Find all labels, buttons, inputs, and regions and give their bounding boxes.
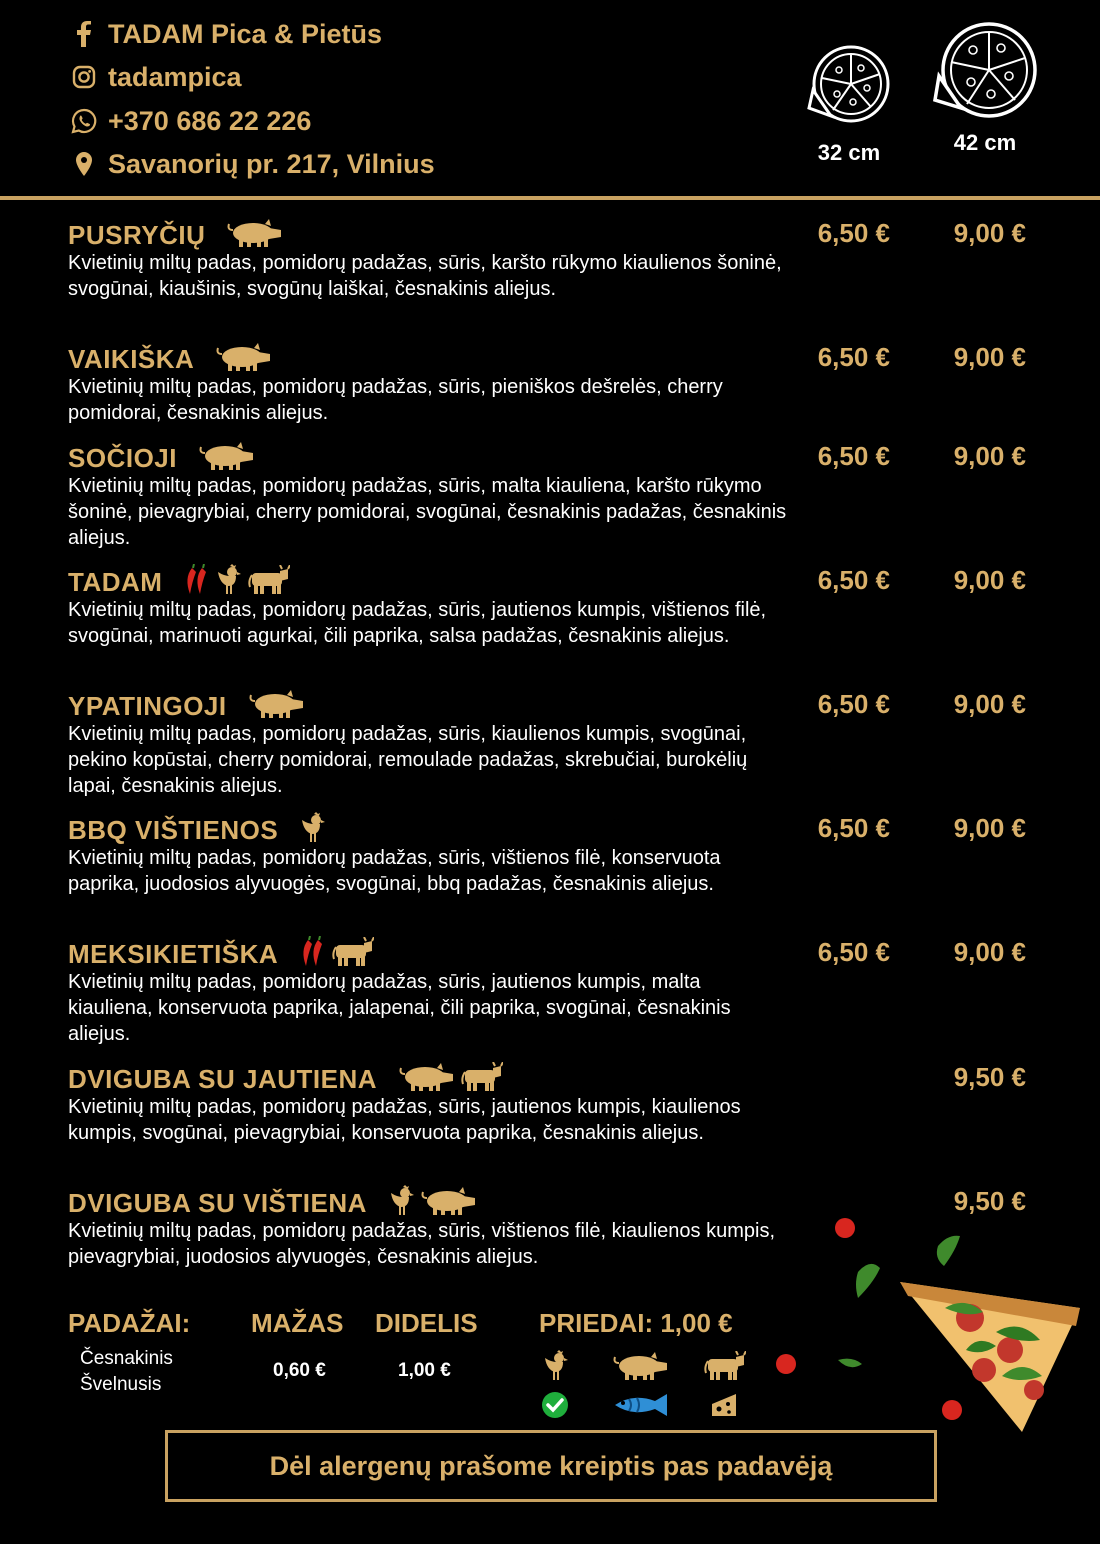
pizza-large-icon xyxy=(931,20,1039,120)
item-icons xyxy=(216,342,272,377)
item-name: DVIGUBA SU VIŠTIENA xyxy=(68,1187,367,1218)
item-name-row xyxy=(68,689,1048,723)
allergen-notice xyxy=(165,1430,937,1502)
instagram-contact[interactable] xyxy=(70,59,242,95)
item-icons xyxy=(389,1185,477,1222)
pig-icon xyxy=(199,441,255,476)
pizza-slice-decoration xyxy=(770,1200,1100,1460)
menu-item xyxy=(68,937,1048,1047)
price-32cm: 6,50 € xyxy=(817,813,890,843)
price-42cm: 9,00 € xyxy=(953,937,1026,967)
sauce-small-price: 0,60 € xyxy=(273,1360,326,1381)
cow-icon xyxy=(461,1062,503,1097)
item-name-row xyxy=(68,937,1048,971)
item-name-row xyxy=(68,342,1048,376)
pig-icon xyxy=(399,1062,455,1097)
price-32cm: 6,50 € xyxy=(817,689,890,719)
item-icons xyxy=(300,812,326,849)
item-name-row xyxy=(68,218,1048,252)
instagram-icon xyxy=(70,63,98,91)
sauces-section xyxy=(68,1308,828,1418)
pizza-small-icon xyxy=(807,44,891,128)
whatsapp-icon xyxy=(70,107,98,135)
price-42cm: 9,00 € xyxy=(953,565,1026,595)
facebook-contact[interactable] xyxy=(70,16,382,52)
size-small-column xyxy=(789,18,909,166)
addons-heading: PRIEDAI: 1,00 € xyxy=(539,1308,733,1338)
location-pin-icon xyxy=(70,150,98,178)
price-42cm: 9,00 € xyxy=(953,689,1026,719)
address-text: Savanorių pr. 217, Vilnius xyxy=(108,148,435,179)
size-large-label: 42 cm xyxy=(953,130,1017,155)
item-icons xyxy=(249,689,305,724)
chili-icon xyxy=(300,936,326,973)
sauces-heading: PADAŽAI: xyxy=(68,1308,191,1338)
item-name-row xyxy=(68,1062,1048,1096)
price-42cm: 9,50 € xyxy=(953,1186,1026,1216)
leaf-icon xyxy=(856,1264,880,1298)
sauce-large-heading: DIDELIS xyxy=(375,1308,478,1338)
chicken-icon xyxy=(389,1185,415,1222)
price-32cm: 6,50 € xyxy=(817,218,890,248)
item-description: Kvietinių miltų padas, pomidorų padažas, sūris, jautienos kumpis, kiaulienos kumpis, svogūnai, pievagrybiai, konservuota paprika, česnakinis aliejus. xyxy=(68,1096,741,1144)
tomato-icon xyxy=(776,1354,796,1374)
allergen-text: Dėl alergenų prašome kreiptis pas padavėją xyxy=(269,1450,833,1481)
menu-item xyxy=(68,342,1048,426)
menu-item xyxy=(68,813,1048,897)
pig-icon xyxy=(249,689,305,724)
item-description: Kvietinių miltų padas, pomidorų padažas, sūris, malta kiauliena, karšto rūkymo šoninė, pievagrybiai, cherry pomidorai, svogūnai, česnakinis padažas, česnakinis aliejus. xyxy=(68,475,787,549)
fish-icon xyxy=(608,1390,674,1420)
item-name: BBQ VIŠTIENOS xyxy=(68,814,279,845)
item-name: DVIGUBA SU JAUTIENA xyxy=(68,1063,378,1094)
menu-item xyxy=(68,1062,1048,1146)
item-name: TADAM xyxy=(68,566,163,597)
item-name: SOČIOJI xyxy=(68,442,177,473)
item-icons xyxy=(199,441,255,476)
item-name: VAIKIŠKA xyxy=(68,343,195,374)
sauce-small-heading: MAŽAS xyxy=(251,1308,344,1338)
leaf-icon xyxy=(937,1236,960,1266)
item-icons xyxy=(300,936,374,973)
item-name-row xyxy=(68,565,1048,599)
pig-icon xyxy=(216,342,272,377)
pig-icon xyxy=(608,1350,674,1382)
phone-number: +370 686 22 226 xyxy=(108,105,312,136)
header-divider xyxy=(0,196,1100,200)
price-32cm: 6,50 € xyxy=(817,937,890,967)
item-icons xyxy=(227,218,283,253)
menu-item xyxy=(68,218,1048,302)
menu-item xyxy=(68,565,1048,649)
item-name-row xyxy=(68,813,1048,847)
menu-header xyxy=(0,0,1100,200)
item-description: Kvietinių miltų padas, pomidorų padažas, sūris, karšto rūkymo kiaulienos šoninė, svogūnai, kiaušinis, svogūnų laiškai, česnakinis aliejus. xyxy=(68,252,782,300)
cow-icon xyxy=(702,1350,748,1382)
cheese-icon xyxy=(708,1390,742,1420)
price-42cm: 9,00 € xyxy=(953,441,1026,471)
menu-item xyxy=(68,441,1048,551)
sauce-large-price: 1,00 € xyxy=(398,1360,451,1381)
item-description: Kvietinių miltų padas, pomidorų padažas, sūris, kiaulienos kumpis, svogūnai, pekino kopūstai, cherry pomidorai, remoulade padažas, skrebučiai, burokėlių lapai, česnakinis aliejus. xyxy=(68,723,748,797)
instagram-handle: tadampica xyxy=(108,61,242,92)
phone-contact[interactable] xyxy=(70,103,311,139)
item-name: MEKSIKIETIŠKA xyxy=(68,938,279,969)
item-name-row xyxy=(68,441,1048,475)
pig-icon xyxy=(227,218,283,253)
tomato-icon xyxy=(942,1400,962,1420)
menu-item xyxy=(68,689,1048,799)
price-32cm: 6,50 € xyxy=(817,565,890,595)
item-name: PUSRYČIŲ xyxy=(68,219,206,250)
cow-icon xyxy=(248,565,290,600)
size-large-column xyxy=(925,16,1045,156)
price-42cm: 9,50 € xyxy=(953,1062,1026,1092)
facebook-name: TADAM Pica & Pietūs xyxy=(108,18,383,49)
size-small-label: 32 cm xyxy=(817,140,881,165)
price-42cm: 9,00 € xyxy=(953,342,1026,372)
chicken-icon xyxy=(300,812,326,849)
item-description: Kvietinių miltų padas, pomidorų padažas, sūris, pieniškos dešrelės, cherry pomidorai, česnakinis aliejus. xyxy=(68,376,723,424)
item-description: Kvietinių miltų padas, pomidorų padažas, sūris, jautienos kumpis, malta kiauliena, konservuota paprika, jalapenai, čili paprika, svogūnai, česnakinis aliejus. xyxy=(68,971,731,1045)
chicken-icon xyxy=(538,1350,574,1382)
pig-icon xyxy=(421,1186,477,1221)
item-icons xyxy=(399,1062,503,1097)
sauce-name: Česnakinis xyxy=(80,1348,173,1369)
chili-icon xyxy=(184,564,210,601)
facebook-icon xyxy=(70,20,98,48)
item-description: Kvietinių miltų padas, pomidorų padažas, sūris, vištienos filė, konservuota paprika, juodosios alyvuogės, svogūnai, bbq padažas, česnakinis aliejus. xyxy=(68,847,721,895)
price-42cm: 9,00 € xyxy=(953,813,1026,843)
item-description: Kvietinių miltų padas, pomidorų padažas, sūris, vištienos filė, kiaulienos kumpis, pievagrybiai, juodosios alyvuogės, česnakinis aliejus. xyxy=(68,1220,776,1268)
item-description: Kvietinių miltų padas, pomidorų padažas, sūris, jautienos kumpis, vištienos filė, svogūnai, marinuoti agurkai, čili paprika, salsa padažas, česnakinis aliejus. xyxy=(68,599,767,647)
sauce-name: Švelnusis xyxy=(80,1374,162,1395)
tomato-icon xyxy=(835,1218,855,1238)
chicken-icon xyxy=(216,564,242,601)
price-42cm: 9,00 € xyxy=(953,218,1026,248)
price-32cm: 6,50 € xyxy=(817,342,890,372)
vegetarian-check-icon xyxy=(540,1390,570,1420)
address-contact[interactable] xyxy=(70,146,435,182)
price-32cm: 6,50 € xyxy=(817,441,890,471)
cow-icon xyxy=(332,937,374,972)
item-name: YPATINGOJI xyxy=(68,690,227,721)
leaf-icon xyxy=(838,1359,862,1368)
item-icons xyxy=(184,564,290,601)
